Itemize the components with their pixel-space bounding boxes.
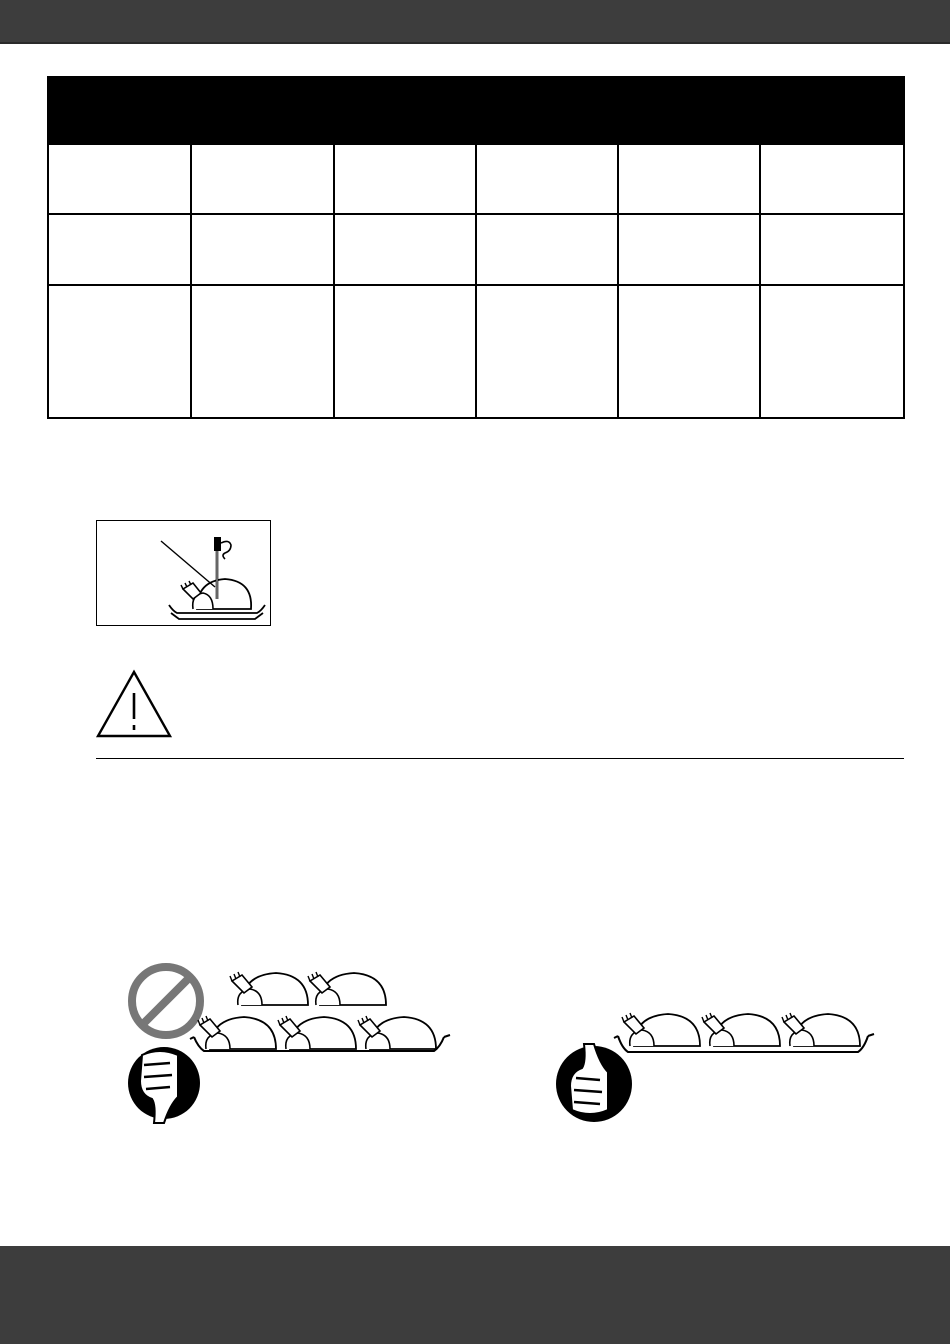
table-row [48, 214, 904, 285]
table-header-cell [334, 77, 476, 144]
table-cell [760, 285, 904, 418]
table-header-cell [760, 77, 904, 144]
table-cell [618, 285, 760, 418]
correct-loading-illustration [548, 1000, 888, 1130]
table-cell [476, 214, 618, 285]
table-header-cell [191, 77, 334, 144]
table-header-cell [48, 77, 191, 144]
thumbs-up-icon [556, 1044, 632, 1122]
table-cell [760, 214, 904, 285]
incorrect-loading-illustration [120, 955, 460, 1130]
table-cell [760, 144, 904, 214]
table-row [48, 285, 904, 418]
table-header-row [48, 77, 904, 144]
meat-probe-illustration [96, 520, 271, 626]
table-cell [48, 144, 191, 214]
table-cell [476, 144, 618, 214]
table-cell [618, 214, 760, 285]
table-cell [334, 214, 476, 285]
table-cell [334, 144, 476, 214]
footer-bar [0, 1246, 950, 1344]
warning-triangle-icon [95, 669, 173, 739]
section-divider [96, 758, 904, 759]
header-bar [0, 0, 950, 44]
table-cell [48, 285, 191, 418]
cooking-table [47, 76, 905, 419]
table-cell [48, 214, 191, 285]
no-entry-icon [132, 967, 200, 1035]
meat-probe-in-poultry-icon [97, 521, 269, 624]
table-cell [191, 285, 334, 418]
table-cell [191, 214, 334, 285]
table-cell [618, 144, 760, 214]
table-cell [476, 285, 618, 418]
thumbs-down-icon [128, 1047, 200, 1123]
table-row [48, 144, 904, 214]
table-cell [191, 144, 334, 214]
table-header-cell [476, 77, 618, 144]
table-header-cell [618, 77, 760, 144]
table-cell [334, 285, 476, 418]
